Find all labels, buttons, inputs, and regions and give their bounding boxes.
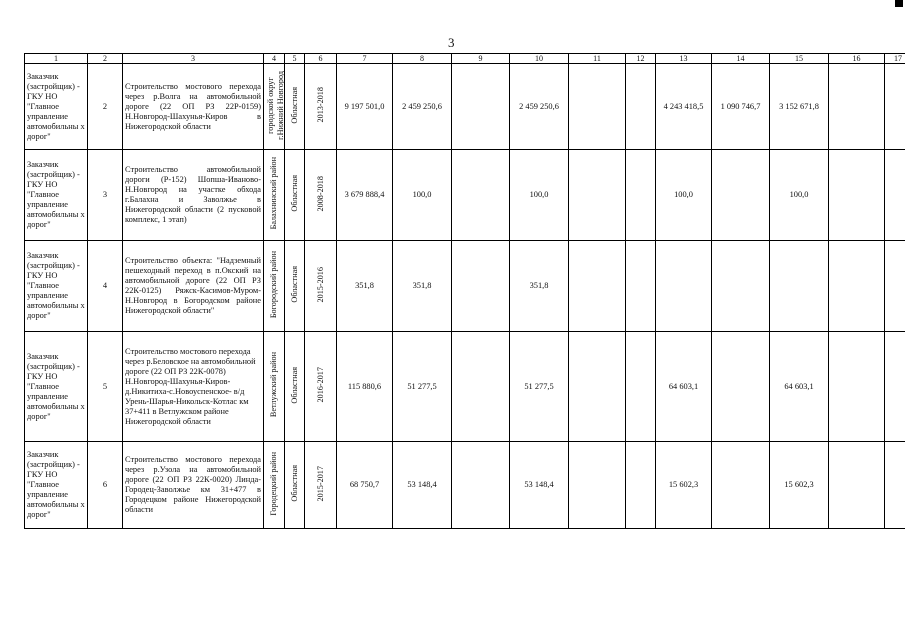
- district-text: Балахнинский район: [269, 157, 278, 230]
- value-cell: [829, 150, 885, 241]
- value-cell: [569, 150, 626, 241]
- level-cell: [285, 150, 305, 241]
- period-text: 2015-2016: [315, 266, 325, 303]
- level-text: Областная: [289, 86, 299, 124]
- column-header: 3: [123, 54, 264, 64]
- value-cell: 15 602,3: [770, 442, 829, 529]
- column-header: 8: [393, 54, 452, 64]
- value-cell: [712, 241, 770, 332]
- column-header: 2: [88, 54, 123, 64]
- object-name-cell: Строительство мостового перехода через р.Волга на автомобильной дороге (22 ОП РЗ 22Р-0159) Н.Новгород-Шахунья-Киров в Нижегородской области: [123, 64, 264, 150]
- row-number-cell: 4: [88, 241, 123, 332]
- value-cell: [712, 332, 770, 442]
- value-cell: [452, 150, 510, 241]
- district-cell: [264, 150, 285, 241]
- value-cell: 100,0: [510, 150, 569, 241]
- value-cell: [452, 64, 510, 150]
- value-cell: [829, 241, 885, 332]
- period-text: 2008-2018: [315, 175, 325, 212]
- object-name-cell: Строительство мостового перехода через р.Узола на автомобильной дороге (22 ОП РЗ 22К-0020) Линда-Городец-Заволжье км 31+477 в Городецком районе Нижегородской области: [123, 442, 264, 529]
- column-header: 13: [656, 54, 712, 64]
- value-cell: 64 603,1: [656, 332, 712, 442]
- column-header: 11: [569, 54, 626, 64]
- value-cell: [626, 332, 656, 442]
- value-cell: [452, 241, 510, 332]
- object-name-cell: Строительство объекта: "Надземный пешеходный переход в п.Окский на автомобильной дороге (22 ОП РЗ 22К-0125) Ряжск-Касимов-Муром-Н.Новгород в Богородском районе Нижегородской области": [123, 241, 264, 332]
- district-text: Городецкий район: [269, 451, 278, 516]
- period-cell: [305, 442, 337, 529]
- table-row: [25, 442, 905, 529]
- value-cell: 53 148,4: [510, 442, 569, 529]
- value-cell: 68 750,7: [337, 442, 393, 529]
- period-text: 2016-2017: [315, 367, 325, 403]
- district-cell: [264, 64, 285, 150]
- column-header: 10: [510, 54, 569, 64]
- value-cell: 351,8: [393, 241, 452, 332]
- level-cell: [285, 64, 305, 150]
- value-cell: [569, 332, 626, 442]
- level-text: Областная: [289, 366, 299, 404]
- period-cell: [305, 332, 337, 442]
- value-cell: [712, 150, 770, 241]
- value-cell: 2 459 250,6: [510, 64, 569, 150]
- column-header: 14: [712, 54, 770, 64]
- object-name-cell: Строительство мостового перехода через р.Беловское на автомобильной дороге (22 ОП РЗ 22К-0078) Н.Новгород-Шахунья-Киров-д.Никитиха-с.Новоуспенское- в/д Урень-Шарья-Никольск-Котлас км 37+411 в Ветлужском районе Нижегородской области: [123, 332, 264, 442]
- value-cell: 64 603,1: [770, 332, 829, 442]
- value-cell: [829, 64, 885, 150]
- period-cell: [305, 241, 337, 332]
- period-text: 2015-2017: [315, 465, 325, 502]
- district-text: Ветлужский район: [269, 352, 278, 418]
- district-text: Богородский район: [269, 250, 278, 319]
- value-cell: [569, 64, 626, 150]
- value-cell: [885, 442, 905, 529]
- value-cell: [770, 241, 829, 332]
- column-header: 16: [829, 54, 885, 64]
- value-cell: [885, 241, 905, 332]
- customer-cell: Заказчик (застройщик) - ГКУ НО "Главное управление автомобильны х дорог": [25, 241, 88, 332]
- district-text: городской округ г.Нижний Новгород: [266, 70, 285, 140]
- table-row: [25, 241, 905, 332]
- level-text: Областная: [289, 266, 299, 303]
- object-name-cell: Строительство автомобильной дороги (Р-152) Шопша-Иваново-Н.Новгород на участке обхода г.Балахна и Заволжье в Нижегородской области (2 пусковой комплекс, 1 этап): [123, 150, 264, 241]
- column-header: 6: [305, 54, 337, 64]
- district-cell: [264, 442, 285, 529]
- column-header: 15: [770, 54, 829, 64]
- value-cell: 53 148,4: [393, 442, 452, 529]
- customer-cell: Заказчик (застройщик) - ГКУ НО "Главное управление автомобильны х дорог": [25, 64, 88, 150]
- value-cell: [626, 442, 656, 529]
- value-cell: [452, 442, 510, 529]
- value-cell: [829, 442, 885, 529]
- value-cell: [885, 64, 905, 150]
- value-cell: 100,0: [656, 150, 712, 241]
- column-header: 5: [285, 54, 305, 64]
- value-cell: 9 197 501,0: [337, 64, 393, 150]
- value-cell: 51 277,5: [393, 332, 452, 442]
- column-number-row: [25, 54, 905, 64]
- table-row: [25, 332, 905, 442]
- period-cell: [305, 64, 337, 150]
- column-header: 9: [452, 54, 510, 64]
- value-cell: [626, 150, 656, 241]
- value-cell: 115 880,6: [337, 332, 393, 442]
- scan-corner-mark: [895, 0, 903, 7]
- row-number-cell: 5: [88, 332, 123, 442]
- page-number: 3: [448, 35, 455, 50]
- value-cell: [712, 442, 770, 529]
- customer-cell: Заказчик (застройщик) - ГКУ НО "Главное управление автомобильны х дорог": [25, 150, 88, 241]
- column-header: 4: [264, 54, 285, 64]
- value-cell: [626, 64, 656, 150]
- column-header: 17: [885, 54, 905, 64]
- value-cell: 351,8: [337, 241, 393, 332]
- value-cell: [452, 332, 510, 442]
- customer-cell: Заказчик (застройщик) - ГКУ НО "Главное управление автомобильны х дорог": [25, 442, 88, 529]
- table-row: [25, 150, 905, 241]
- row-number-cell: 2: [88, 64, 123, 150]
- value-cell: 4 243 418,5: [656, 64, 712, 150]
- value-cell: 3 152 671,8: [770, 64, 829, 150]
- value-cell: 51 277,5: [510, 332, 569, 442]
- value-cell: 15 602,3: [656, 442, 712, 529]
- value-cell: [569, 442, 626, 529]
- value-cell: 100,0: [770, 150, 829, 241]
- level-cell: [285, 241, 305, 332]
- table-row: [25, 64, 905, 150]
- investment-table: [24, 53, 905, 529]
- value-cell: [885, 150, 905, 241]
- value-cell: 100,0: [393, 150, 452, 241]
- district-cell: [264, 241, 285, 332]
- period-cell: [305, 150, 337, 241]
- level-cell: [285, 332, 305, 442]
- column-header: 1: [25, 54, 88, 64]
- column-header: 12: [626, 54, 656, 64]
- value-cell: 1 090 746,7: [712, 64, 770, 150]
- row-number-cell: 6: [88, 442, 123, 529]
- value-cell: [829, 332, 885, 442]
- column-header: 7: [337, 54, 393, 64]
- level-text: Областная: [289, 175, 299, 212]
- value-cell: 351,8: [510, 241, 569, 332]
- value-cell: [569, 241, 626, 332]
- level-text: Областная: [289, 465, 299, 502]
- value-cell: 3 679 888,4: [337, 150, 393, 241]
- value-cell: [656, 241, 712, 332]
- value-cell: 2 459 250,6: [393, 64, 452, 150]
- level-cell: [285, 442, 305, 529]
- value-cell: [885, 332, 905, 442]
- customer-cell: Заказчик (застройщик) - ГКУ НО "Главное управление автомобильны х дорог": [25, 332, 88, 442]
- district-cell: [264, 332, 285, 442]
- period-text: 2013-2018: [315, 87, 325, 123]
- value-cell: [626, 241, 656, 332]
- row-number-cell: 3: [88, 150, 123, 241]
